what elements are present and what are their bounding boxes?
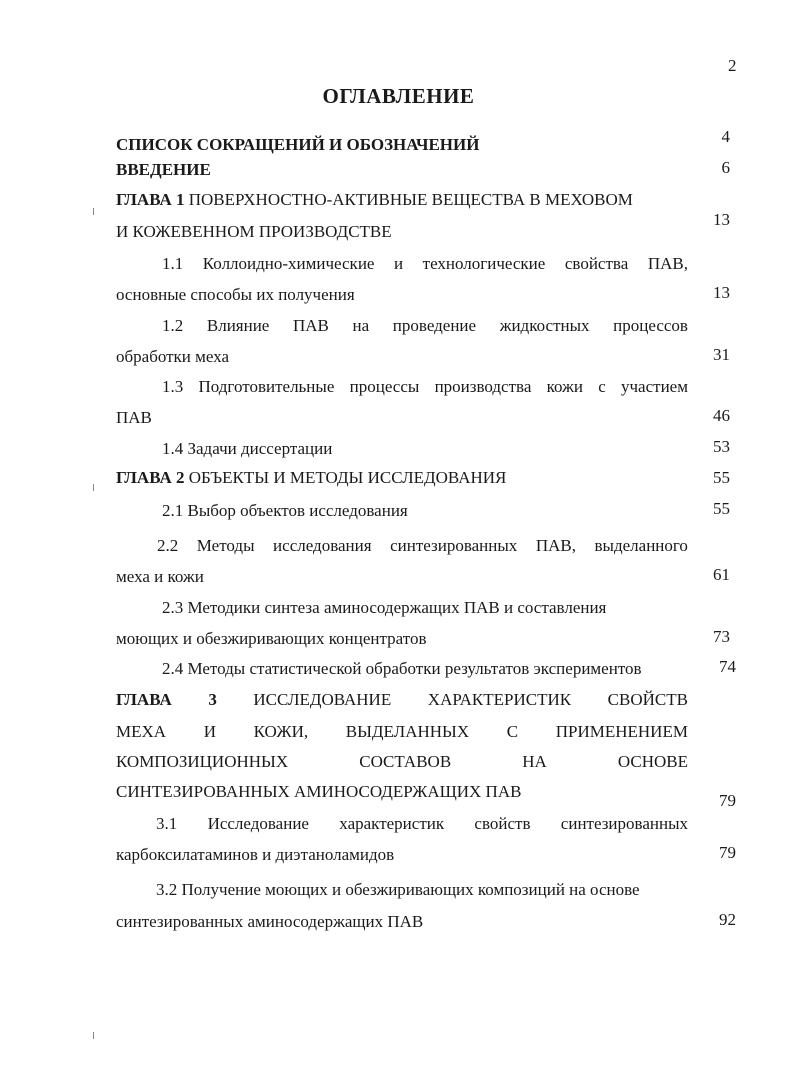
word: КОЖИ, xyxy=(253,722,309,741)
toc-page-2-1: 55 xyxy=(713,499,730,518)
toc-page-3-2: 92 xyxy=(719,910,736,929)
word: 1.3 xyxy=(162,377,184,396)
word: проведение xyxy=(392,316,477,335)
word: свойств xyxy=(474,814,531,833)
toc-entry-abbreviations[interactable]: СПИСОК СОКРАЩЕНИЙ И ОБОЗНАЧЕНИЙ xyxy=(116,135,480,154)
word: Исследование xyxy=(207,814,309,833)
chapter-2-title: ОБЪЕКТЫ И МЕТОДЫ ИССЛЕДОВАНИЯ xyxy=(188,468,507,487)
margin-mark xyxy=(93,1032,94,1039)
toc-page-1-2: 31 xyxy=(713,345,730,364)
toc-page-2-3: 73 xyxy=(713,627,730,646)
chapter-1-title-line2: И КОЖЕВЕННОМ ПРОИЗВОДСТВЕ xyxy=(116,222,392,241)
toc-entry-chapter-3[interactable] xyxy=(116,690,688,710)
word: КОМПОЗИЦИОННЫХ xyxy=(116,752,289,771)
toc-entry-1-1[interactable] xyxy=(162,254,688,274)
toc-page-chapter-3: 79 xyxy=(719,791,736,810)
word: И xyxy=(203,722,216,741)
toc-entry-3-1[interactable] xyxy=(156,814,688,834)
word: жидкостных xyxy=(499,316,590,335)
word: ОСНОВЕ xyxy=(617,752,688,771)
chapter-3-number: 3 xyxy=(208,690,217,709)
toc-entry-2-3-line2: моющих и обезжиривающих концентратов xyxy=(116,629,427,648)
word: Методы xyxy=(196,536,255,555)
word: синтезированных xyxy=(560,814,688,833)
toc-page-2-2: 61 xyxy=(713,565,730,584)
chapter-3-prefix: ГЛАВА xyxy=(116,690,172,709)
word: синтезированных xyxy=(390,536,518,555)
chapter-3-title-line2 xyxy=(116,722,688,742)
word: ХАРАКТЕРИСТИК xyxy=(427,690,572,709)
toc-entry-1-4[interactable]: 1.4 Задачи диссертации xyxy=(162,439,333,458)
toc-entry-chapter-2[interactable] xyxy=(116,468,506,488)
margin-mark xyxy=(93,208,94,215)
word: кожи xyxy=(546,377,583,396)
word: ПАВ xyxy=(292,316,329,335)
word: на xyxy=(352,316,370,335)
toc-page-3-1: 79 xyxy=(719,843,736,862)
word: ПРИМЕНЕНИЕМ xyxy=(555,722,688,741)
word: СВОЙСТВ xyxy=(607,690,688,709)
word: ИССЛЕДОВАНИЕ xyxy=(253,690,392,709)
toc-entry-introduction[interactable]: ВВЕДЕНИЕ xyxy=(116,160,211,179)
word: исследования xyxy=(273,536,372,555)
word: 1.2 xyxy=(162,316,184,335)
toc-entry-1-1-line2: основные способы их получения xyxy=(116,285,355,304)
margin-mark xyxy=(93,484,94,491)
page-title: ОГЛАВЛЕНИЕ xyxy=(322,84,475,108)
toc-entry-3-1-line2: карбоксилатаминов и диэтаноламидов xyxy=(116,845,395,864)
toc-page-abbreviations: 4 xyxy=(721,127,730,146)
toc-page-1-1: 13 xyxy=(713,283,730,302)
word: 3.1 xyxy=(156,814,178,833)
toc-entry-3-2[interactable]: 3.2 Получение моющих и обезжиривающих композиций на основе xyxy=(156,880,640,899)
toc-entry-chapter-1[interactable] xyxy=(116,190,633,210)
chapter-2-prefix: ГЛАВА 2 xyxy=(116,468,185,487)
word: свойства xyxy=(564,254,629,273)
toc-entry-3-2-line2: синтезированных аминосодержащих ПАВ xyxy=(116,912,424,931)
word: Коллоидно-химические xyxy=(202,254,375,273)
word: характеристик xyxy=(339,814,445,833)
word: участием xyxy=(621,377,688,396)
word: НА xyxy=(522,752,547,771)
chapter-3-title-line3 xyxy=(116,752,688,772)
toc-entry-2-2-line2: меха и кожи xyxy=(116,567,204,586)
toc-page-1-4: 53 xyxy=(713,437,730,456)
toc-page-chapter-2: 55 xyxy=(713,468,730,487)
chapter-1-prefix: ГЛАВА 1 xyxy=(116,190,185,209)
toc-entry-2-4[interactable]: 2.4 Методы статистической обработки результатов экспериментов xyxy=(162,659,642,678)
word: с xyxy=(598,377,606,396)
word: Подготовительные xyxy=(198,377,335,396)
toc-entry-1-3[interactable] xyxy=(162,377,688,397)
word: СОСТАВОВ xyxy=(359,752,452,771)
toc-page-1-3: 46 xyxy=(713,406,730,425)
chapter-1-title-line1: ПОВЕРХНОСТНО-АКТИВНЫЕ ВЕЩЕСТВА В МЕХОВОМ xyxy=(188,190,633,209)
toc-page-introduction: 6 xyxy=(721,158,730,177)
toc-entry-1-2[interactable] xyxy=(162,316,688,336)
word: Влияние xyxy=(206,316,270,335)
toc-entry-2-2[interactable] xyxy=(157,536,688,556)
word: процессов xyxy=(613,316,688,335)
word: С xyxy=(506,722,519,741)
page-number: 2 xyxy=(728,56,737,75)
word: процессы xyxy=(349,377,420,396)
word: ПАВ, xyxy=(647,254,688,273)
toc-page-chapter-1: 13 xyxy=(713,210,730,229)
word: ВЫДЕЛАННЫХ xyxy=(345,722,470,741)
chapter-3-title-line4: СИНТЕЗИРОВАННЫХ АМИНОСОДЕРЖАЩИХ ПАВ xyxy=(116,782,522,801)
word: выделанного xyxy=(594,536,688,555)
word: производства xyxy=(434,377,532,396)
word: технологические xyxy=(422,254,546,273)
toc-entry-1-2-line2: обработки меха xyxy=(116,347,230,366)
toc-entry-1-3-line2: ПАВ xyxy=(116,408,152,427)
toc-page-2-4: 74 xyxy=(719,657,736,676)
word: и xyxy=(394,254,404,273)
word: 1.1 xyxy=(162,254,184,273)
word: МЕХА xyxy=(116,722,167,741)
word: ПАВ, xyxy=(535,536,576,555)
toc-entry-2-3[interactable]: 2.3 Методики синтеза аминосодержащих ПАВ и составления xyxy=(162,598,607,617)
toc-entry-2-1[interactable]: 2.1 Выбор объектов исследования xyxy=(162,501,408,520)
word: 2.2 xyxy=(157,536,179,555)
